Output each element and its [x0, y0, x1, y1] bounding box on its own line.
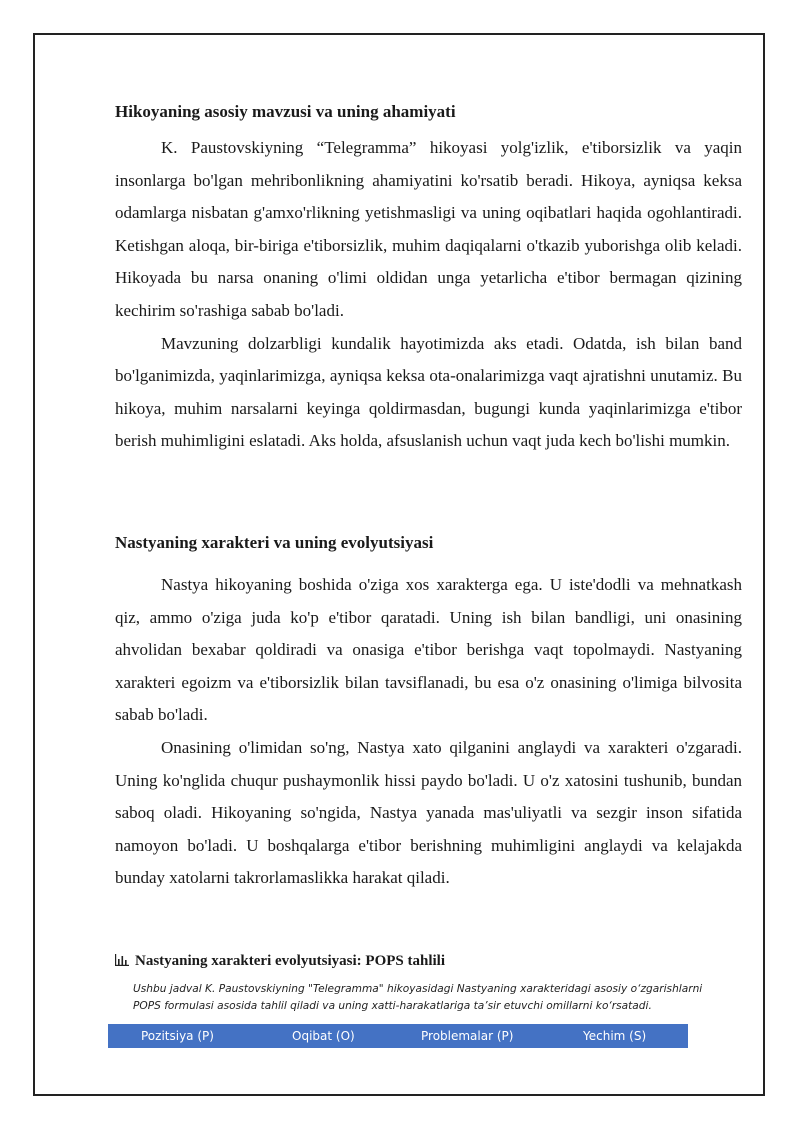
section-1-paragraph-2: Mavzuning dolzarbligi kundalik hayotimizda aks etadi. Odatda, ish bilan band bo'lganimizda, yaqinlarimizga, ayniqsa keksa ota-onalarimizga vaqt ajratishni unutamiz. Bu hikoya, muhim narsalarni keyinga qoldirmasdan, bugungi kunda yaqinlarimizga e'tibor berish muhimligini eslatadi. Aks holda, afsuslanish uchun vaqt juda kech bo'lishi mumkin.: [115, 333, 742, 451]
section-2-heading: Nastyaning xarakteri va uning evolyutsiyasi: [115, 533, 434, 552]
table-description: Ushbu jadval K. Paustovskiyning "Telegramma" hikoyasidagi Nastyaning xarakteridagi asosiy o‘zgarishlarni POPS formulasi asosida tahlil qiladi va uning xatti-harakatlariga ta’sir etuvchi omillarni ko‘rsatadi.: [133, 983, 703, 1012]
column-header-problemalar: Problemalar (P): [421, 1029, 514, 1043]
bar-chart-icon: [115, 954, 129, 970]
table-title: Nastyaning xarakteri evolyutsiyasi: POPS tahlili: [135, 953, 446, 969]
section-2: [115, 533, 742, 895]
column-header-pozitsiya: Pozitsiya (P): [141, 1029, 214, 1043]
section-1-paragraph-1: K. Paustovskiyning “Telegramma” hikoyasi yolg'izlik, e'tiborsizlik va yaqin insonlarga bo'lgan mehribonlikning ahamiyatini ko'rsatib beradi. Hikoya, ayniqsa keksa odamlarga nisbatan g'amxo'rlikning yetishmasligi va uning oqibatlari haqida ogohlantiradi. Ketishgan aloqa, bir-biriga e'tiborsizlik, muhim daqiqalarni o'tkazib yuborishga olib keladi. Hikoyada bu narsa onaning o'limi oldidan unga yetarlicha e'tibor bermagan qizining kechirim so'rashiga sabab bo'ladi.: [115, 138, 742, 320]
table-header-row: [108, 1024, 688, 1048]
column-header-yechim: Yechim (S): [583, 1029, 647, 1043]
section-2-paragraph-1: Nastya hikoyaning boshida o'ziga xos xarakterga ega. U iste'dodli va mehnatkash qiz, ammo o'ziga juda ko'p e'tibor qaratadi. Uning ish bilan bandligi, uni onasining ahvolidan bexabar qoldiradi va onasiga e'tibor berishga vaqt topolmaydi. Nastyaning xarakteri egoizm va e'tiborsizlik bilan tavsiflanadi, bu esa o'z onasining o'limiga bilvosita sabab bo'ladi.: [115, 575, 742, 725]
section-1: [115, 102, 742, 458]
section-1-heading: Hikoyaning asosiy mavzusi va uning ahamiyati: [115, 102, 456, 121]
table-caption: [115, 953, 445, 970]
section-2-paragraph-2: Onasining o'limidan so'ng, Nastya xato qilganini anglaydi va xarakteri o'zgaradi. Uning ko'nglida chuqur pushaymonlik hissi paydo bo'ladi. U o'z xatosini tushunib, bundan saboq oladi. Hikoyaning so'ngida, Nastya yanada mas'uliyatli va sezgir inson sifatida namoyon bo'ladi. U boshqalarga e'tibor berishning muhimligini anglaydi va kelajakda bunday xatolarni takrorlamaslikka harakat qiladi.: [115, 737, 742, 888]
column-header-oqibat: Oqibat (O): [292, 1029, 355, 1043]
